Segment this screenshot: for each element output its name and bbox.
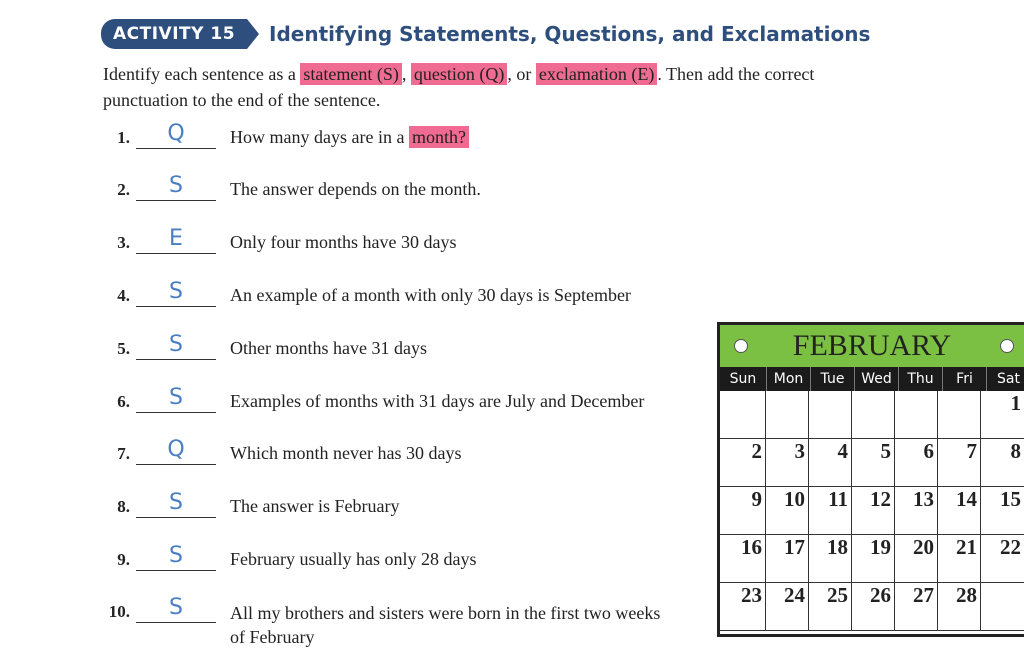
answer-letter: S bbox=[169, 279, 183, 304]
sentence-text bbox=[230, 391, 644, 412]
highlight-exclamation: exclamation (E) bbox=[536, 63, 657, 85]
sentence-text bbox=[230, 443, 461, 464]
calendar-day-cell: 4 bbox=[809, 439, 852, 487]
item-number: 4. bbox=[117, 286, 130, 305]
answer-letter: S bbox=[169, 490, 183, 515]
highlight-question: question (Q) bbox=[411, 63, 507, 85]
calendar-day-cell bbox=[766, 391, 809, 439]
calendar-day-cell: 28 bbox=[938, 583, 981, 631]
activity-title: Identifying Statements, Questions, and Exclamations bbox=[269, 22, 871, 46]
sentence-body: Examples of months with 31 days are July and December bbox=[230, 391, 645, 411]
instructions-text-1: Identify each sentence as a bbox=[103, 64, 296, 84]
activity-header bbox=[101, 17, 870, 51]
item-number: 2. bbox=[117, 180, 130, 199]
calendar-day-cell bbox=[809, 391, 852, 439]
item-number: 8. bbox=[117, 497, 130, 516]
calendar-day-cell: 17 bbox=[766, 535, 809, 583]
calendar-day-cell: 22 bbox=[981, 535, 1024, 583]
calendar-day-cell: 10 bbox=[766, 487, 809, 535]
answer-letter: S bbox=[169, 332, 183, 357]
calendar-day-cell: 1 bbox=[981, 391, 1024, 439]
calendar-day-cell bbox=[981, 583, 1024, 631]
sentence-body: The answer depends on the month. bbox=[230, 179, 481, 199]
item-number: 3. bbox=[117, 233, 130, 252]
calendar-day-cell: 5 bbox=[852, 439, 895, 487]
weekday-fri: Fri bbox=[943, 367, 987, 391]
calendar-day-cell: 8 bbox=[981, 439, 1024, 487]
calendar-grid bbox=[720, 391, 1024, 631]
list-item bbox=[0, 385, 700, 418]
calendar-day-cell: 26 bbox=[852, 583, 895, 631]
activity-badge: ACTIVITY 15 bbox=[101, 19, 247, 49]
calendar-day-cell: 20 bbox=[895, 535, 938, 583]
calendar-day-cell: 25 bbox=[809, 583, 852, 631]
calendar-day-cell: 12 bbox=[852, 487, 895, 535]
item-number: 1. bbox=[117, 128, 130, 147]
february-calendar bbox=[717, 322, 1024, 637]
calendar-day-cell: 23 bbox=[720, 583, 766, 631]
item-number: 5. bbox=[117, 339, 130, 358]
list-item bbox=[0, 543, 700, 576]
list-item bbox=[0, 279, 700, 312]
calendar-day-cell: 6 bbox=[895, 439, 938, 487]
sentence-body: Only four months have 30 days bbox=[230, 232, 457, 252]
sentence-text bbox=[230, 601, 670, 649]
weekday-thu: Thu bbox=[899, 367, 943, 391]
sentence-body: How many days are in a bbox=[230, 127, 405, 147]
answer-letter: S bbox=[169, 543, 183, 568]
calendar-day-cell bbox=[895, 391, 938, 439]
ring-hole-icon bbox=[734, 339, 748, 353]
calendar-day-cell: 19 bbox=[852, 535, 895, 583]
calendar-day-cell: 14 bbox=[938, 487, 981, 535]
calendar-day-cell: 18 bbox=[809, 535, 852, 583]
instructions-comma: , bbox=[401, 64, 407, 84]
sentence-body: February usually has only 28 days bbox=[230, 549, 477, 569]
calendar-day-cell: 21 bbox=[938, 535, 981, 583]
sentence-text bbox=[230, 285, 631, 306]
instructions-text-2: . Then add the correct punctuation to the end of the sentence. bbox=[103, 64, 815, 110]
answer-letter: E bbox=[169, 226, 183, 251]
highlighted-word: month? bbox=[409, 126, 469, 148]
weekday-sun: Sun bbox=[720, 367, 767, 391]
calendar-day-cell: 13 bbox=[895, 487, 938, 535]
weekday-wed: Wed bbox=[855, 367, 899, 391]
answer-letter: Q bbox=[167, 437, 185, 462]
calendar-day-cell: 9 bbox=[720, 487, 766, 535]
item-number: 9. bbox=[117, 550, 130, 569]
weekday-mon: Mon bbox=[767, 367, 811, 391]
highlight-statement: statement (S) bbox=[300, 63, 401, 85]
calendar-month: FEBRUARY bbox=[792, 329, 952, 362]
calendar-weekdays bbox=[720, 367, 1024, 391]
calendar-day-cell bbox=[852, 391, 895, 439]
sentence-body: Which month never has 30 days bbox=[230, 443, 462, 463]
sentence-text bbox=[230, 127, 469, 148]
calendar-day-cell: 15 bbox=[981, 487, 1024, 535]
answer-letter: Q bbox=[167, 121, 185, 146]
calendar-day-cell: 3 bbox=[766, 439, 809, 487]
calendar-day-cell: 27 bbox=[895, 583, 938, 631]
sentence-body: An example of a month with only 30 days is September bbox=[230, 285, 631, 305]
sentence-body: All my brothers and sisters were born in the first two weeks of February bbox=[230, 603, 661, 647]
calendar-day-cell: 11 bbox=[809, 487, 852, 535]
sentence-text bbox=[230, 179, 481, 200]
list-item bbox=[0, 226, 700, 259]
calendar-day-cell: 24 bbox=[766, 583, 809, 631]
list-item bbox=[0, 121, 700, 154]
item-number: 7. bbox=[117, 444, 130, 463]
sentence-text bbox=[230, 496, 399, 517]
calendar-day-cell bbox=[938, 391, 981, 439]
item-number: 10. bbox=[108, 602, 130, 621]
calendar-day-cell: 16 bbox=[720, 535, 766, 583]
calendar-header bbox=[720, 325, 1024, 367]
list-item bbox=[0, 437, 700, 470]
sentence-text bbox=[230, 338, 427, 359]
list-item bbox=[0, 173, 700, 206]
sentence-body: The answer is February bbox=[230, 496, 400, 516]
sentence-text bbox=[230, 549, 476, 570]
weekday-tue: Tue bbox=[811, 367, 855, 391]
sentence-text bbox=[230, 232, 456, 253]
answer-letter: S bbox=[169, 173, 183, 198]
answer-letter: S bbox=[169, 595, 183, 620]
item-number: 6. bbox=[117, 392, 130, 411]
calendar-day-cell bbox=[720, 391, 766, 439]
instructions bbox=[103, 61, 903, 113]
answer-letter: S bbox=[169, 385, 183, 410]
weekday-sat: Sat bbox=[997, 371, 1020, 387]
list-item bbox=[0, 595, 700, 647]
ring-hole-icon bbox=[1000, 339, 1014, 353]
calendar-day-cell: 7 bbox=[938, 439, 981, 487]
list-item bbox=[0, 332, 700, 365]
sentence-body: Other months have 31 days bbox=[230, 338, 427, 358]
list-item bbox=[0, 490, 700, 523]
calendar-day-cell: 2 bbox=[720, 439, 766, 487]
instructions-or: , or bbox=[507, 64, 532, 84]
